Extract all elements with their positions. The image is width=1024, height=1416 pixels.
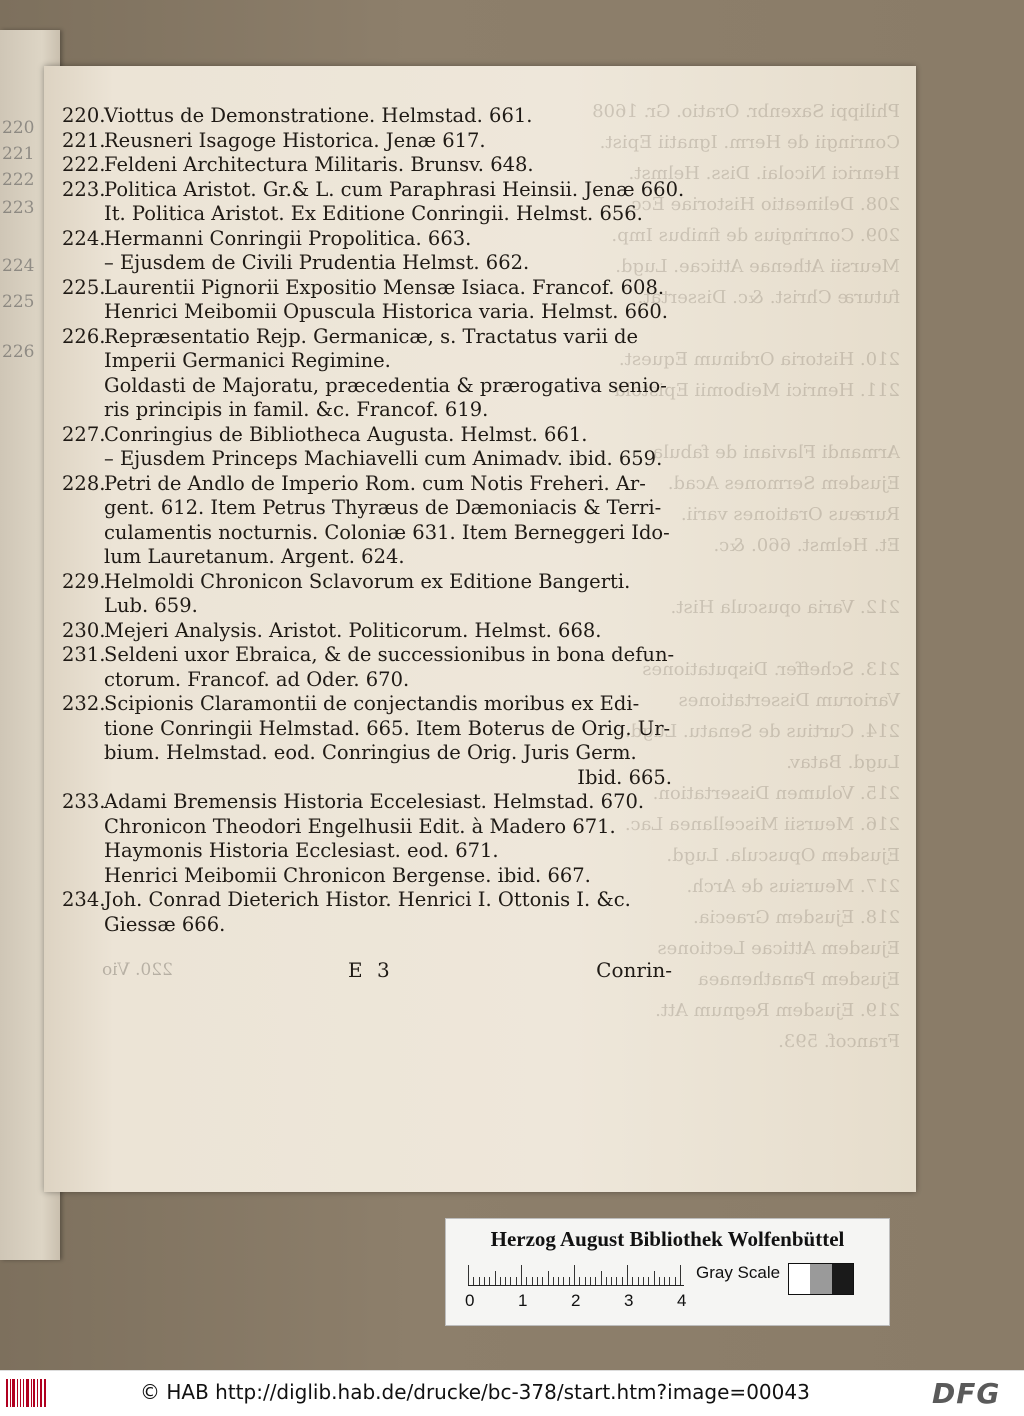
catalogue-entries (62, 104, 685, 937)
entry-number: 230. (62, 618, 106, 642)
catalogue-entry (62, 276, 682, 325)
entry-line: It. Politica Aristot. Ex Editione Conringii. Helmst. 656. (104, 202, 643, 225)
entry-number: 224. (62, 226, 106, 250)
entry-line: Henrici Meibomii Opuscula Historica varia. Helmst. 660. (104, 300, 669, 323)
entry-line: Haymonis Historia Ecclesiast. eod. 671. (104, 839, 499, 862)
prev-page-fragment: 224 (2, 256, 35, 276)
entry-line: lum Lauretanum. Argent. 624. (104, 545, 405, 568)
catalogue-entry (62, 888, 682, 937)
entry-line: ris principis in famil. &c. Francof. 619. (104, 398, 489, 421)
ruler-tick (601, 1271, 602, 1285)
entry-line: Scipionis Claramontii de conjectandis moribus ex Edi- (104, 692, 640, 715)
entry-line: – Ejusdem de Civili Prudentia Helmst. 662. (104, 251, 530, 274)
show-through-footer: 220. Vio (102, 960, 173, 980)
gray-swatches (788, 1263, 854, 1295)
entry-number: 220. (62, 104, 106, 127)
entry-line: Feldeni Architectura Militaris. Brunsv. 648. (104, 153, 534, 176)
entry-line: Mejeri Analysis. Aristot. Politicorum. Helmst. 668. (104, 618, 602, 642)
ruler-tick (648, 1277, 649, 1285)
ruler-tick (669, 1277, 670, 1285)
ruler-tick (638, 1277, 639, 1285)
dfg-logo: DFG (932, 1377, 1001, 1410)
entry-number: 231. (62, 643, 106, 666)
ruler-tick (526, 1277, 527, 1285)
ruler-tick (558, 1277, 559, 1285)
catalogue-entry (62, 177, 685, 227)
ruler-tick (590, 1277, 591, 1285)
ruler-tick (532, 1277, 533, 1285)
ruler-tick (611, 1277, 612, 1285)
show-through-text: Philippi Saxenbr. Oratio. Gr. 1608 Conringii de Herm. Ignatii Epist. Henrici Nicolai. Diss. Helmst. 208. Delineatio Historiae Ecc. 209. Conringius de finibus Imp. Meursii Athenae Atticae. Lugd. futuræ Christ. &c. Dissertat. 210. Historia Ordinum Equest. 211. Henrici Meibomii Epistola Armandi Flaviani de fabula Ejusdem Sermones Acad. Ruræus Orationes varii. Et. Helmst. 660. &c. 212. Varia opuscula Hist. 213. Scheffer. Disputationes Variorum Dissertationes 214. Curtius de Senatu. Lugd. Lugd. Batav. 215. Volumen Dissertation. 216. Meursii Miscellanea Lac. Ejusdem Opuscula. Lugd. 217. Meursius de Arch. 218. Ejusdem Graecia. Ejusdem Atticae Lectiones Ejusdem Panathenaea 219. Ejusdem Regnum Att. Francof. 593. (592, 101, 900, 1052)
ruler-tick (563, 1277, 564, 1285)
prev-page-fragment: 221 (2, 144, 35, 164)
entry-line: tione Conringii Helmstad. 665. Item Boterus de Orig. Ur- (104, 716, 671, 740)
ruler-tick (489, 1277, 490, 1285)
ruler-tick (675, 1277, 676, 1285)
ruler-tick (595, 1277, 596, 1285)
entry-line: Giessæ 666. (104, 912, 226, 936)
entry-line: Repræsentatio Rejp. Germanicæ, s. Tractatus varii de (104, 324, 639, 348)
ruler-tick (616, 1277, 617, 1285)
entry-line: culamentis nocturnis. Coloniæ 631. Item Berneggeri Ido- (104, 520, 670, 544)
entry-line: Adami Bremensis Historia Eccelesiast. Helmstad. 670. (104, 790, 645, 813)
prev-page-fragment: 223 (2, 198, 35, 218)
signature-mark: E 3 (348, 958, 394, 982)
ruler-tick (659, 1277, 660, 1285)
entry-line: Lub. 659. (104, 594, 198, 617)
catalogue-entry (62, 790, 682, 888)
entry-line: Ibid. 665. (577, 765, 672, 789)
entry-number: 228. (62, 471, 106, 495)
entry-line: Viottus de Demonstratione. Helmstad. 661. (104, 104, 533, 127)
entry-line: bium. Helmstad. eod. Conringius de Orig. Juris Germ. (104, 741, 637, 764)
ruler-tick (574, 1265, 575, 1285)
prev-page-fragment: 222 (2, 170, 35, 190)
ruler-tick (521, 1265, 522, 1285)
page-footer (62, 958, 672, 986)
entry-line: Chronicon Theodori Engelhusii Edit. à Madero 671. (104, 814, 616, 838)
entry-line: Laurentii Pignorii Expositio Mensæ Isiaca. Francof. 608. (104, 275, 665, 299)
prev-page-fragment: 225 (2, 292, 35, 312)
swatch-gray (810, 1264, 831, 1294)
catchword: Conrin- (596, 958, 672, 982)
ruler-tick (484, 1277, 485, 1285)
entry-line: Reusneri Isagoge Historica. Jenæ 617. (104, 128, 486, 152)
scale-number: 2 (571, 1291, 581, 1310)
catalogue-entry (62, 619, 682, 644)
scale-ruler (468, 1263, 684, 1286)
entry-number: 221. (62, 128, 106, 152)
ruler-tick (505, 1277, 506, 1285)
ruler-tick (654, 1271, 655, 1285)
swatch-black (832, 1264, 853, 1294)
catalogue-entry (62, 472, 682, 570)
source-credit-link[interactable]: © HAB http://diglib.hab.de/drucke/bc-378/start.htm?image=00043 (140, 1380, 810, 1404)
prev-page-fragment: 220 (2, 118, 35, 138)
entry-line: Joh. Conrad Dieterich Histor. Henrici I. Ottonis I. &c. (104, 888, 631, 911)
ruler-tick (643, 1277, 644, 1285)
entry-number: 233. (62, 790, 106, 813)
entry-number: 225. (62, 275, 106, 299)
entry-number: 227. (62, 422, 106, 446)
catalogue-entry (62, 643, 682, 692)
ruler-tick (510, 1277, 511, 1285)
ruler-tick (479, 1277, 480, 1285)
entry-number: 234. (62, 888, 106, 911)
entry-line: Henrici Meibomii Chronicon Bergense. ibid. 667. (104, 863, 591, 887)
entry-line: ctorum. Francof. ad Oder. 670. (104, 667, 410, 691)
entry-line: – Ejusdem Princeps Machiavelli cum Animadv. ibid. 659. (104, 447, 663, 470)
ruler-tick (622, 1277, 623, 1285)
ruler-tick (553, 1277, 554, 1285)
ruler-tick (569, 1277, 570, 1285)
catalogue-entry (62, 129, 682, 154)
ruler-tick (537, 1277, 538, 1285)
entry-number: 232. (62, 692, 106, 715)
ruler-tick (579, 1277, 580, 1285)
entry-line: Conringius de Bibliotheca Augusta. Helmst. 661. (104, 422, 588, 446)
entry-line: Petri de Andlo de Imperio Rom. cum Notis Freheri. Ar- (104, 471, 646, 495)
entry-number: 229. (62, 569, 106, 593)
ruler-tick (632, 1277, 633, 1285)
scale-number: 3 (624, 1291, 634, 1310)
prev-page-fragment: 226 (2, 342, 35, 362)
library-name: Herzog August Bibliothek Wolfenbüttel (490, 1227, 845, 1251)
ruler-tick (627, 1265, 628, 1285)
catalogue-entry (62, 692, 682, 790)
scale-number: 0 (465, 1291, 475, 1310)
entry-line: Politica Aristot. Gr.& L. cum Paraphrasi Heinsii. Jenæ 660. (104, 177, 685, 201)
ruler-tick (495, 1271, 496, 1285)
entry-number: 226. (62, 324, 106, 348)
bottom-credit-bar (0, 1370, 1024, 1416)
ruler-tick (473, 1277, 474, 1285)
ruler-tick (606, 1277, 607, 1285)
entry-number: 222. (62, 153, 106, 176)
catalogue-entry (62, 153, 682, 178)
scale-number: 4 (677, 1291, 687, 1310)
catalogue-entry (62, 570, 682, 619)
ruler-tick (548, 1271, 549, 1285)
ruler-tick (680, 1265, 681, 1285)
entry-line: Hermanni Conringii Propolitica. 663. (104, 226, 472, 250)
catalogue-entry (62, 423, 682, 472)
gray-scale-label: Gray Scale (696, 1263, 781, 1282)
ruler-tick (516, 1277, 517, 1285)
entry-line: Seldeni uxor Ebraica, & de successionibus in bona defun- (104, 643, 675, 666)
entry-line: gent. 612. Item Petrus Thyræus de Dæmoniacis & Terri- (104, 496, 662, 519)
catalogue-entry (62, 325, 682, 423)
entry-line: Imperii Germanici Regimine. (104, 349, 391, 372)
catalogue-entry (62, 227, 682, 276)
ruler-tick (664, 1277, 665, 1285)
ruler-tick (500, 1277, 501, 1285)
color-target-card (445, 1218, 890, 1326)
entry-number: 223. (62, 177, 106, 201)
ruler-tick (542, 1277, 543, 1285)
barcode-icon (6, 1379, 46, 1407)
catalogue-entry (62, 104, 682, 129)
entry-line: Goldasti de Majoratu, præcedentia & prærogativa senio- (104, 373, 667, 397)
ruler-tick (468, 1265, 469, 1285)
ruler-tick (585, 1277, 586, 1285)
scale-number: 1 (518, 1291, 528, 1310)
swatch-white (789, 1264, 810, 1294)
entry-line: Helmoldi Chronicon Sclavorum ex Editione Bangerti. (104, 569, 631, 593)
